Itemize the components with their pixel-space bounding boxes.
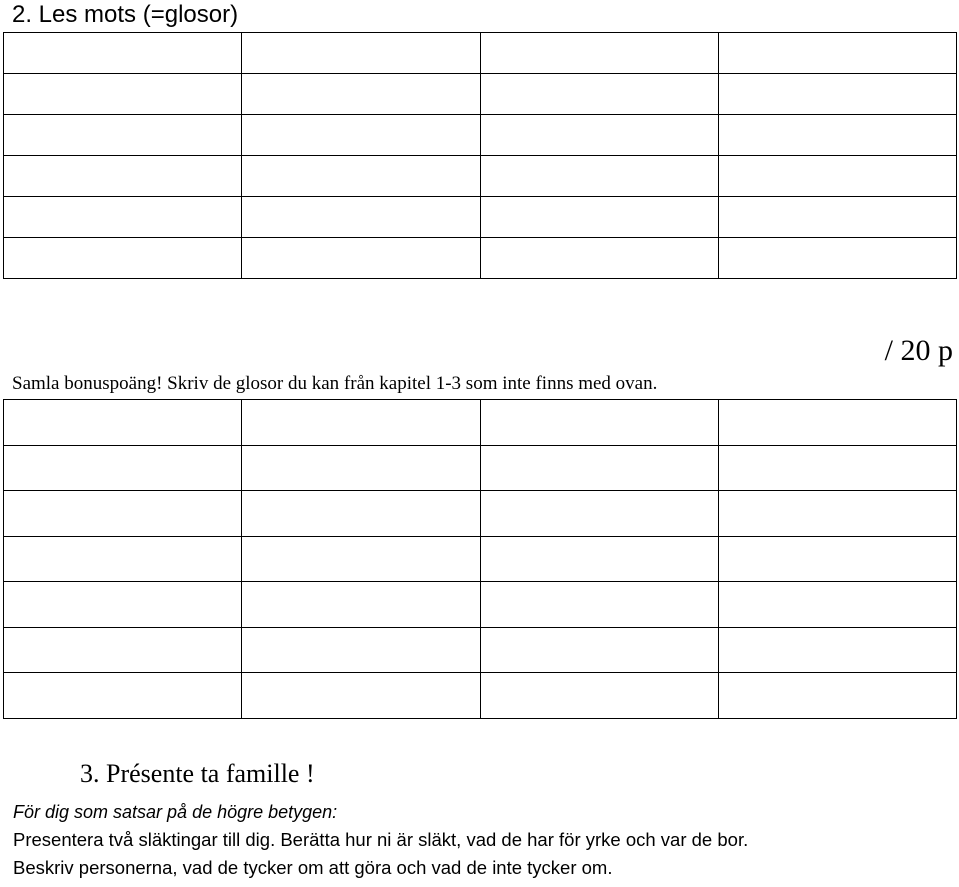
glosor-table: [3, 32, 957, 279]
table-row: [4, 491, 957, 537]
answer-cell[interactable]: [242, 238, 480, 279]
answer-cell[interactable]: [480, 627, 718, 673]
answer-cell[interactable]: [480, 673, 718, 719]
answer-cell[interactable]: [718, 673, 956, 719]
table-row: [4, 582, 957, 628]
answer-cell[interactable]: [480, 197, 718, 238]
answer-cell[interactable]: [718, 400, 956, 446]
answer-cell[interactable]: [718, 33, 956, 74]
answer-cell[interactable]: [480, 582, 718, 628]
answer-cell[interactable]: [480, 491, 718, 537]
answer-cell[interactable]: [242, 197, 480, 238]
bonus-instruction: Samla bonuspoäng! Skriv de glosor du kan från kapitel 1-3 som inte finns med ovan.: [12, 373, 658, 394]
answer-cell[interactable]: [4, 491, 242, 537]
answer-cell[interactable]: [4, 582, 242, 628]
answer-cell[interactable]: [480, 115, 718, 156]
task-line-2: Beskriv personerna, vad de tycker om att göra och vad de inte tycker om.: [13, 857, 613, 878]
answer-cell[interactable]: [718, 627, 956, 673]
answer-cell[interactable]: [242, 400, 480, 446]
answer-cell[interactable]: [4, 627, 242, 673]
answer-cell[interactable]: [242, 582, 480, 628]
answer-cell[interactable]: [4, 238, 242, 279]
table-row: [4, 197, 957, 238]
answer-cell[interactable]: [718, 582, 956, 628]
table-row: [4, 627, 957, 673]
answer-cell[interactable]: [242, 491, 480, 537]
section-3-title: 3. Présente ta famille !: [80, 759, 315, 788]
points-label: / 20 p: [884, 334, 953, 367]
table-row: [4, 33, 957, 74]
answer-cell[interactable]: [480, 238, 718, 279]
section-2-title: 2. Les mots (=glosor): [12, 1, 239, 28]
answer-cell[interactable]: [718, 156, 956, 197]
answer-cell[interactable]: [4, 33, 242, 74]
table-row: [4, 400, 957, 446]
answer-cell[interactable]: [242, 74, 480, 115]
answer-cell[interactable]: [242, 115, 480, 156]
answer-cell[interactable]: [480, 400, 718, 446]
answer-cell[interactable]: [718, 238, 956, 279]
answer-cell[interactable]: [718, 74, 956, 115]
answer-cell[interactable]: [242, 536, 480, 582]
table-row: [4, 445, 957, 491]
answer-cell[interactable]: [4, 445, 242, 491]
answer-cell[interactable]: [718, 445, 956, 491]
answer-cell[interactable]: [480, 156, 718, 197]
table-row: [4, 74, 957, 115]
table-row: [4, 673, 957, 719]
answer-cell[interactable]: [242, 33, 480, 74]
answer-cell[interactable]: [4, 74, 242, 115]
answer-cell[interactable]: [480, 33, 718, 74]
answer-cell[interactable]: [480, 74, 718, 115]
answer-cell[interactable]: [4, 400, 242, 446]
answer-cell[interactable]: [242, 627, 480, 673]
answer-cell[interactable]: [242, 445, 480, 491]
answer-cell[interactable]: [480, 445, 718, 491]
answer-cell[interactable]: [4, 197, 242, 238]
answer-cell[interactable]: [718, 491, 956, 537]
table-row: [4, 536, 957, 582]
answer-cell[interactable]: [242, 673, 480, 719]
answer-cell[interactable]: [4, 673, 242, 719]
answer-cell[interactable]: [4, 536, 242, 582]
table-row: [4, 156, 957, 197]
answer-cell[interactable]: [718, 536, 956, 582]
answer-cell[interactable]: [480, 536, 718, 582]
answer-cell[interactable]: [718, 197, 956, 238]
table-row: [4, 115, 957, 156]
table-row: [4, 238, 957, 279]
answer-cell[interactable]: [242, 156, 480, 197]
higher-grade-note: För dig som satsar på de högre betygen:: [13, 802, 338, 822]
bonus-table: [3, 399, 957, 719]
answer-cell[interactable]: [718, 115, 956, 156]
answer-cell[interactable]: [4, 115, 242, 156]
task-line-1: Presentera två släktingar till dig. Berätta hur ni är släkt, vad de har för yrke och var de bor.: [13, 829, 749, 850]
answer-cell[interactable]: [4, 156, 242, 197]
